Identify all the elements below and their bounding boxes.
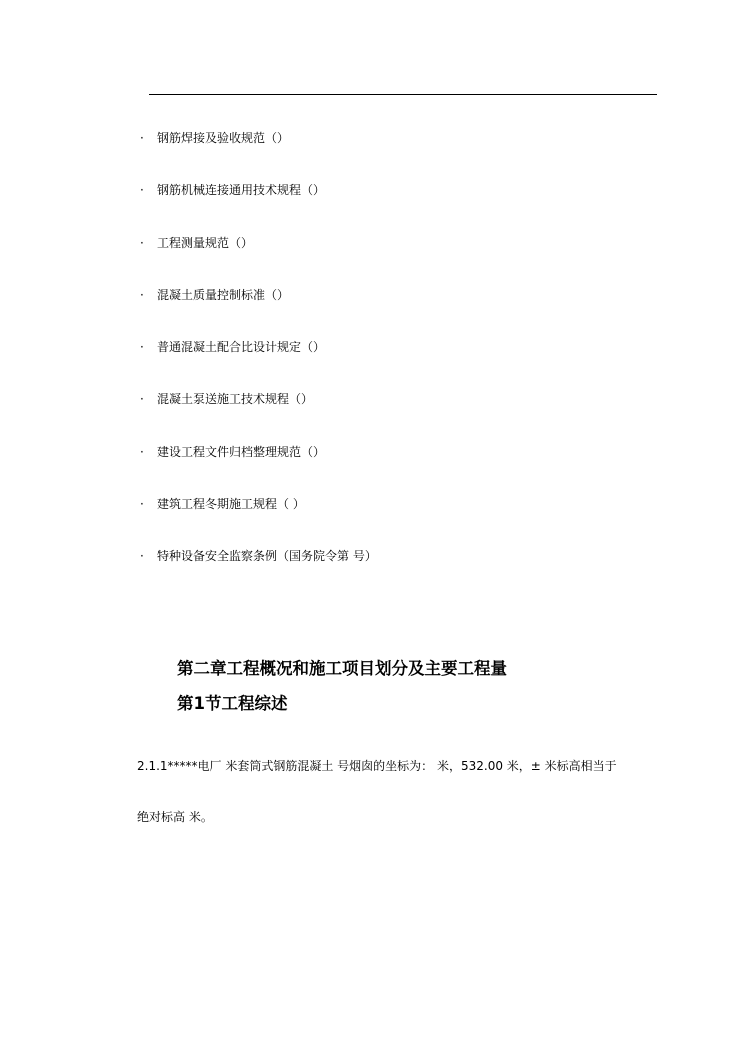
list-item-text: 混凝土泵送施工技术规程（） bbox=[157, 392, 314, 407]
list-item bbox=[140, 285, 377, 337]
list-item-text: 建设工程文件归档整理规范（） bbox=[157, 444, 326, 459]
bullet-icon: · bbox=[140, 287, 144, 302]
list-item bbox=[140, 442, 377, 494]
list-item bbox=[140, 180, 377, 232]
chapter-heading: 第二章工程概况和施工项目划分及主要工程量 bbox=[177, 659, 507, 678]
header-rule bbox=[149, 94, 657, 95]
section-heading: 第1节工程综述 bbox=[177, 694, 288, 713]
bullet-icon: · bbox=[140, 549, 144, 564]
bullet-icon: · bbox=[140, 340, 144, 355]
list-item-text: 钢筋焊接及验收规范（） bbox=[157, 131, 290, 145]
list-item-text: 钢筋机械连接通用技术规程（） bbox=[157, 183, 326, 198]
list-item-text: 混凝土质量控制标准（） bbox=[157, 287, 290, 302]
bullet-icon: · bbox=[140, 444, 144, 459]
paragraph-line: 2.1.1*****电厂 米套筒式钢筋混凝土 号烟囱的坐标为： 米，532.00 米，± 米标高相当于 bbox=[137, 759, 617, 773]
list-item-text: 工程测量规范（） bbox=[157, 235, 254, 250]
bullet-icon: · bbox=[140, 235, 144, 250]
list-item bbox=[140, 494, 377, 546]
list-item bbox=[140, 546, 377, 598]
list-item-text: 建筑工程冬期施工规程（ ） bbox=[157, 497, 305, 512]
list-item-text: 普通混凝土配合比设计规定（） bbox=[157, 340, 326, 355]
list-item bbox=[140, 128, 377, 180]
list-item bbox=[140, 389, 377, 441]
list-item bbox=[140, 233, 377, 285]
list-item-text: 特种设备安全监察条例（国务院令第 号） bbox=[157, 549, 377, 564]
bullet-icon: · bbox=[140, 392, 144, 407]
paragraph-line: 绝对标高 米。 bbox=[137, 810, 213, 824]
list-item bbox=[140, 337, 377, 389]
standards-list bbox=[140, 128, 377, 599]
bullet-icon: · bbox=[140, 497, 144, 512]
bullet-icon: · bbox=[140, 183, 144, 198]
bullet-icon: · bbox=[140, 131, 144, 145]
